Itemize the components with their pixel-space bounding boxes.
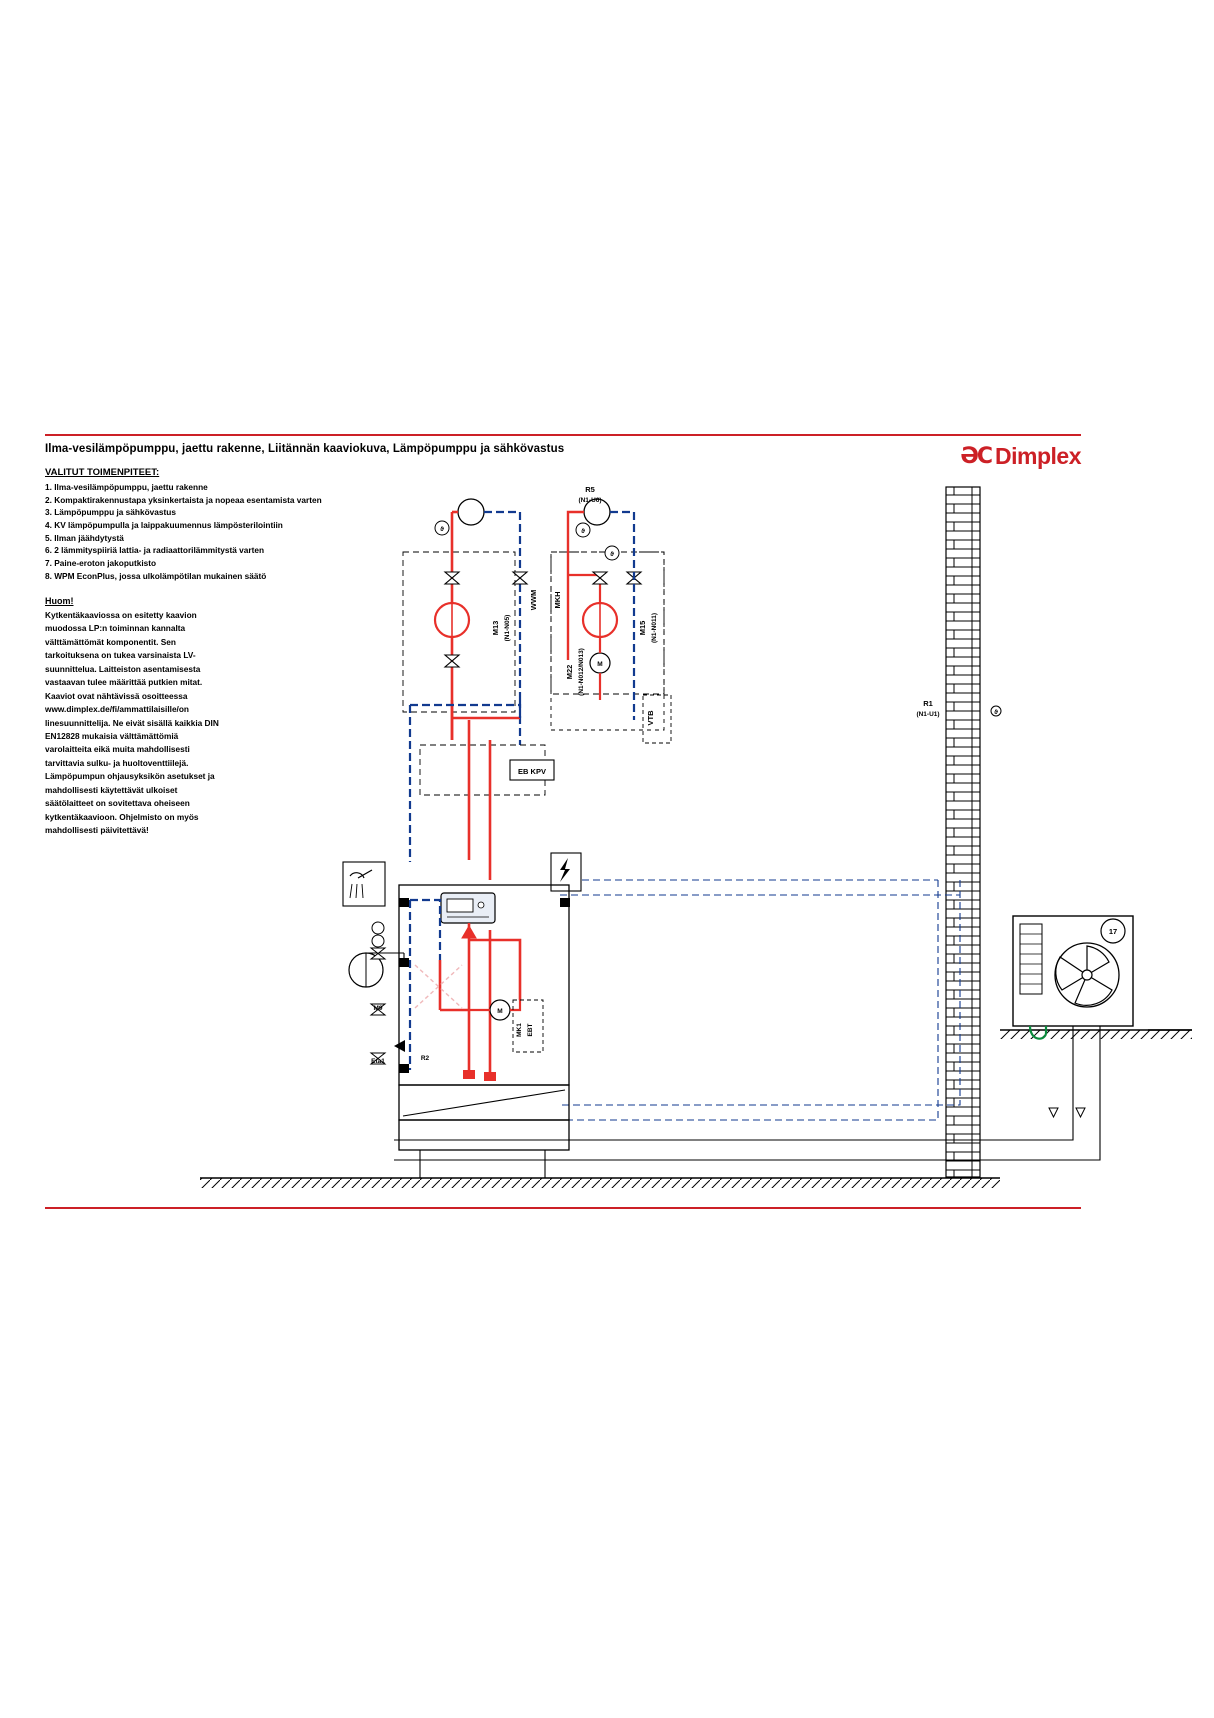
ground-line — [200, 1030, 1192, 1188]
m22-label: M22 — [565, 664, 574, 680]
note-heading: Huom! — [45, 596, 74, 606]
m15-sublabel: (N1-N011) — [651, 613, 658, 643]
dimplex-mark-icon: ƏC — [960, 444, 992, 469]
list-item: 1. Ilma-vesilämpöpumppu, jaettu rakenne — [45, 482, 208, 492]
svg-text:ϑ: ϑ — [440, 526, 444, 533]
brand-name: Dimplex — [995, 443, 1081, 469]
r2-label: R2 — [420, 1055, 430, 1062]
mkh-label: MKH — [553, 591, 562, 609]
dhw-circuit-group — [403, 499, 538, 745]
m13-label: M13 — [491, 620, 500, 636]
house-wall — [946, 487, 980, 1177]
eb-kpv-module — [410, 700, 554, 880]
measures-heading: VALITUT TOIMENPITEET: — [45, 467, 160, 478]
sensor-symbol: ϑ — [994, 709, 998, 716]
list-item: 8. WPM EconPlus, jossa ulkolämpötilan mukainen säätö — [45, 570, 267, 581]
heating-circuit-group — [551, 485, 671, 743]
svg-text:M: M — [597, 661, 603, 668]
indoor-unit-enclosure — [399, 885, 569, 1178]
list-item: 4. KV lämpöpumpulla ja laippakuumennus lämpösterilointiin — [45, 520, 283, 531]
r5-sublabel: (N1-U6) — [578, 497, 602, 504]
wwm-label: WWM — [529, 589, 538, 611]
page-title: Ilma-vesilämpöpumppu, jaettu rakenne, Liitännän kaaviokuva, Lämpöpumppu ja sähkövastus — [45, 443, 565, 455]
m13-sublabel: (N1-N05) — [504, 614, 511, 642]
list-item: 7. Paine-eroton jakoputkisto — [45, 558, 157, 569]
sensor-r1-label: R1 — [923, 699, 933, 708]
internal-hydraulics — [349, 898, 570, 1081]
vtb-label: VTB — [646, 710, 655, 726]
svg-text:ϑ: ϑ — [610, 551, 614, 558]
eta1-label: Eta1 — [371, 1058, 385, 1065]
svg-text:ϑ: ϑ — [581, 528, 585, 535]
note-body: Kytkentäkaaviossa on esitetty kaavion muodossa LP:n toiminnan kannalta välttämättömät komponentit. Sen tarkoituksena on tukea varsinaista LV-suunnittelua. Laitteiston asentamisesta vastaavan tulee määrittää putkien mitat. Kaaviot ovat nähtävissä osoitteessa www.dimplex.de/fi/ammattilaisille/on linesuunnittelija. Ne eivät sisällä kaikkia DIN EN12828 mukaisia välttämättömiä varolaitteita eikä muita mahdollisesti tarvittavia sulku- ja huoltoventtiilejä. Lämpöpumpun ohjausyksikön asetukset ja mahdollisesti käytettävät ulkoiset säätölaitteet on sovitettava oheiseen kytkentäkaavioon. Ohjelmisto on myös mahdollisesti päivitettävä! — [45, 610, 219, 835]
m22-sublabel: (N1-N012/N013) — [578, 648, 585, 696]
shower-icon — [343, 862, 385, 906]
svg-text:M: M — [497, 1008, 503, 1015]
sensor-r1-sublabel: (N1-U1) — [916, 711, 940, 718]
list-item: 5. Ilman jäähdytystä — [45, 532, 124, 543]
list-item: 6. 2 lämmityspiiriä lattia- ja radiaattorilämmitystä varten — [45, 545, 265, 556]
ebt-label: EBT — [527, 1023, 534, 1037]
list-item: 2. Kompaktirakennustapa yksinkertaista ja nopeaa esentamista varten — [45, 494, 322, 505]
outdoor-heat-pump-unit — [1013, 916, 1133, 1039]
m9-label: M9 — [373, 1005, 383, 1012]
mk1-label: MK1 — [516, 1023, 523, 1037]
pump-badge-label: 17 — [1108, 927, 1118, 936]
list-item: 3. Lämpöpumppu ja sähkövastus — [45, 507, 176, 518]
r5-label: R5 — [585, 485, 595, 494]
eb-kpv-label: EB KPV — [518, 767, 546, 776]
m15-label: M15 — [638, 620, 647, 636]
